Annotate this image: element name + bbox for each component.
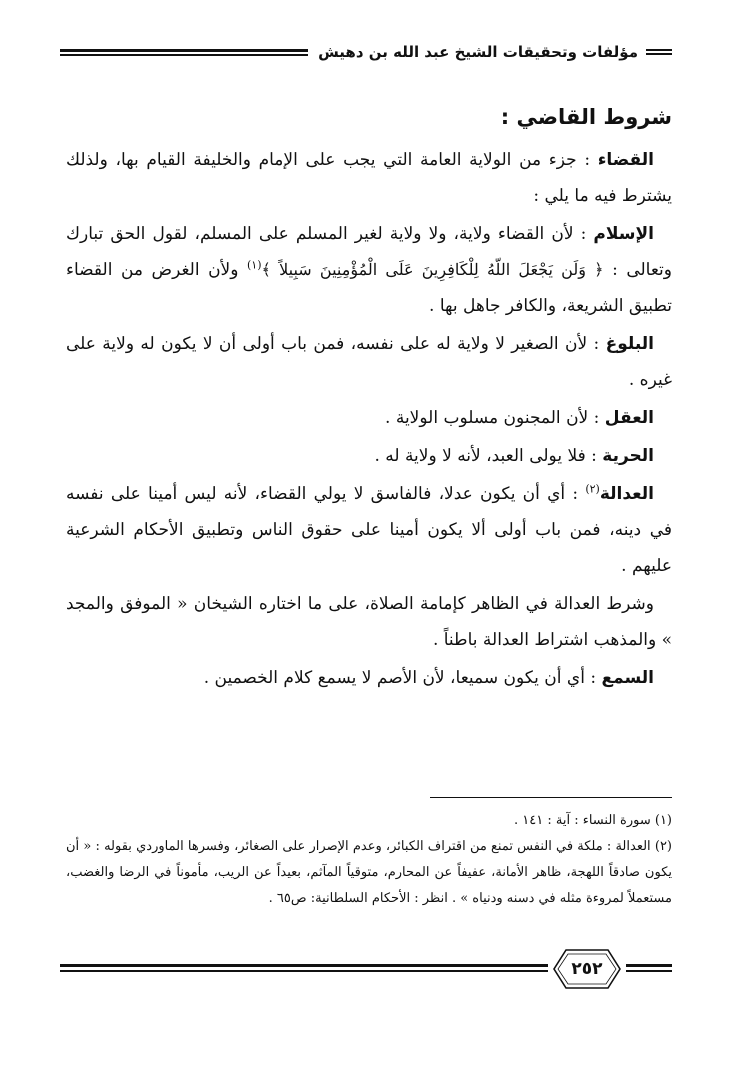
paragraph-text: : لأن الصغير لا ولاية له على نفسه، فمن باب أولى أن لا يكون له ولاية على غيره .	[66, 334, 672, 390]
paragraph-text: : لأن القضاء ولاية، ولا ولاية لغير المسلم على المسلم، لقول الحق تبارك وتعالى :	[66, 224, 672, 280]
term-justice: العدالة	[599, 484, 654, 504]
term-freedom: الحرية	[602, 446, 654, 466]
footnote-separator	[430, 797, 672, 798]
paragraph-text: : لأن المجنون مسلوب الولاية .	[385, 408, 605, 428]
footnotes	[66, 808, 672, 912]
footnote-1: (١) سورة النساء : آية : ١٤١ .	[514, 813, 672, 828]
term-judiciary: القضاء	[597, 150, 654, 170]
main-text	[66, 92, 672, 698]
paragraph-text: : أي أن يكون عدلا، فالفاسق لا يولي القضاء، لأنه ليس أمينا على نفسه في دينه، فمن باب أولى ألا يكون أمينا على حقوق الناس وتطبيق الأحكام الشرعية عليهم .	[66, 484, 672, 576]
footnote-mark-2[interactable]: (٢)	[585, 482, 600, 496]
paragraph-text: وشرط العدالة في الظاهر كإمامة الصلاة، على ما اختاره الشيخان « الموفق والمجد » والمذهب اشتراط العدالة باطناً .	[66, 594, 672, 650]
paragraph-puberty	[66, 326, 672, 398]
paragraph-justice-condition	[66, 586, 672, 658]
running-header	[60, 38, 672, 66]
footnote-2: (٢) العدالة : ملكة في النفس تمنع من اقتراف الكبائر، وعدم الإصرار على الصغائر، وفسرها الماوردي بقوله : « أن يكون صادقاً اللهجة، ظاهر الأمانة، عفيفاً عن المحارم، متوقياً المآثم، بعيداً عن الريب، مأموناً في الرضا والغضب، مستعملاً لمروءة مثله في دسنه ودنياه » . انظر : الأحكام السلطانية: ص٦٥ .	[66, 839, 672, 906]
paragraph-text: : فلا يولى العبد، لأنه لا ولاية له .	[374, 446, 603, 466]
header-rule-short	[646, 49, 672, 55]
paragraph-sanity	[66, 400, 672, 436]
paragraph-islam	[66, 216, 672, 324]
paragraph-justice	[66, 476, 672, 584]
section-title: شروط القاضي :	[500, 105, 672, 129]
footer-rule-left	[60, 964, 548, 972]
paragraph-text: : جزء من الولاية العامة التي يجب على الإمام والخليفة القيام بها، ولذلك يشترط فيه ما يلي :	[66, 150, 672, 206]
term-puberty: البلوغ	[605, 334, 654, 354]
header-title: مؤلفات وتحقيقات الشيخ عبد الله بن دهيش	[318, 43, 638, 61]
paragraph-hearing	[66, 660, 672, 696]
paragraph-freedom	[66, 438, 672, 474]
term-sanity: العقل	[604, 408, 654, 428]
paragraph-text: : أي أن يكون سميعا، لأن الأصم لا يسمع كلام الخصمين .	[203, 668, 602, 688]
term-hearing: السمع	[601, 668, 654, 688]
quran-verse: ﴿ وَلَن يَجْعَلَ اللّهُ لِلْكَافِرِينَ عَلَى الْمُؤْمِنِينَ سَبِيلاً ﴾	[261, 260, 604, 279]
term-islam: الإسلام	[593, 224, 654, 244]
footnote-mark-1[interactable]: (١)	[247, 258, 262, 272]
paragraph-text: ولأن الغرض من القضاء تطبيق الشريعة، والكافر جاهل بها .	[66, 260, 672, 316]
footer-rule-right	[626, 964, 672, 972]
header-rule-long	[60, 49, 308, 56]
paragraph-judiciary	[66, 142, 672, 214]
page-number: ٢٥٢	[571, 959, 603, 979]
page-number-frame	[552, 948, 622, 990]
